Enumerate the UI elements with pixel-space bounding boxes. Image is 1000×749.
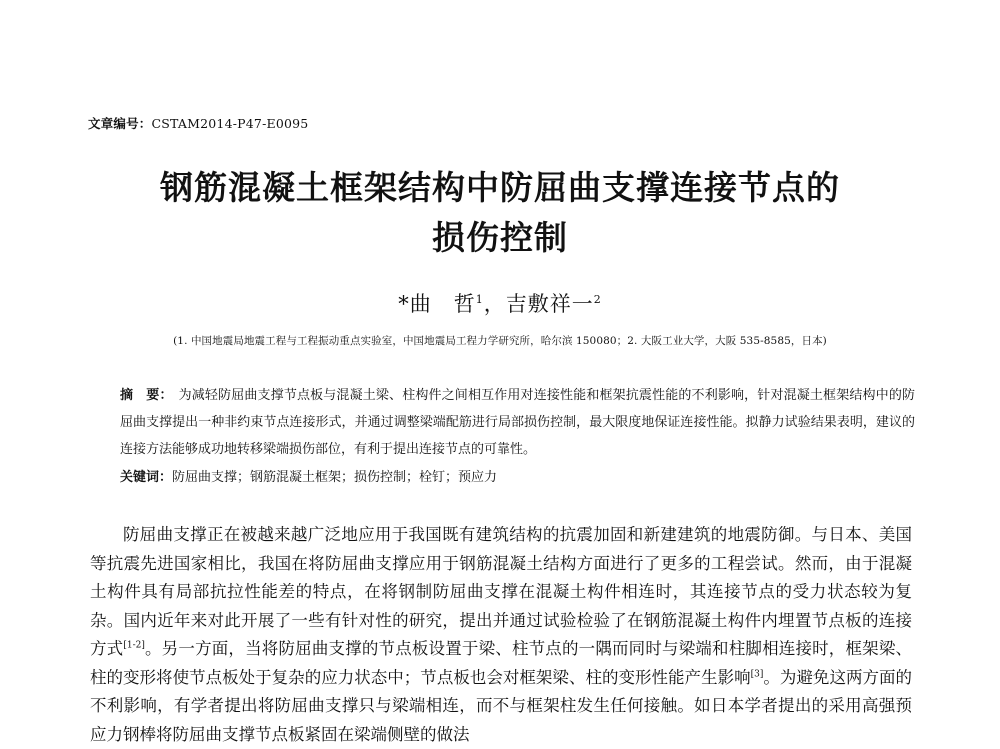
- author-separator: ，: [483, 292, 506, 316]
- affiliation: (1. 中国地震局地震工程与工程振动重点实验室，中国地震局工程力学研究所，哈尔滨 150080；2. 大阪工业大学，大阪 535-8585，日本): [173, 335, 827, 347]
- article-id: [88, 114, 308, 132]
- author-2-affil: 2: [593, 293, 602, 306]
- abstract: [120, 382, 915, 463]
- corresponding-mark: *: [398, 292, 410, 316]
- author-1: 曲 哲: [409, 292, 476, 316]
- citation-ref-1: [1-2]: [123, 640, 145, 651]
- author-1-affil: 1: [475, 293, 484, 306]
- body-text-part-1: 防屈曲支撑正在被越来越广泛地应用于我国既有建筑结构的抗震加固和新建建筑的地震防御。与日本、美国等抗震先进国家相比，我国在将防屈曲支撑应用于钢筋混凝土结构方面进行了更多的工程尝试。然而，由于混凝土构件具有局部抗拉性能差的特点，在将钢制防屈曲支撑在混凝土构件相连时，其连接节点的受力状态较为复杂。国内近年来对此开展了一些有针对性的研究，提出并通过试验检验了在钢筋混凝土构件内埋置节点板的连接方式: [90, 525, 912, 658]
- keywords-label: 关键词：: [120, 470, 173, 485]
- keywords: [120, 464, 915, 491]
- paper-title-line-1: 钢筋混凝土框架结构中防屈曲支撑连接节点的: [160, 168, 840, 207]
- author-line: [0, 288, 1000, 318]
- author-2: 吉敷祥一: [505, 292, 594, 316]
- body-text-part-2: 。另一方面，当将防屈曲支撑的节点板设置于梁、柱节点的一隅而同时与梁端和柱脚相连接时，框架梁、柱的变形将使节点板处于复杂的应力状态中；节点板也会对框架梁、柱的变形性能产生影响: [90, 639, 913, 687]
- abstract-text: 为减轻防屈曲支撑节点板与混凝土梁、柱构件之间相互作用对连接性能和框架抗震性能的不利影响，针对混凝土框架结构中的防屈曲支撑提出一种非约束节点连接形式，并通过调整梁端配筋进行局部损伤控制，最大限度地保证连接性能。拟静力试验结果表明，建议的连接方法能够成功地转移梁端损伤部位，有利于提出连接节点的可靠性。: [120, 388, 915, 457]
- body-text-part-3: 。为避免这两方面的不利影响，有学者提出将防屈曲支撑只与梁端相连，而不与框架柱发生任何接触。如日本学者提出的采用高强预应力钢棒将防屈曲支撑节点板紧固在梁端侧壁的做法: [90, 667, 913, 744]
- keywords-text: 防屈曲支撑；钢筋混凝土框架；损伤控制；栓钉；预应力: [172, 470, 498, 485]
- article-id-value: CSTAM2014-P47-E0095: [151, 116, 309, 131]
- article-id-label: 文章编号：: [88, 116, 152, 131]
- body-paragraph: [90, 521, 912, 749]
- abstract-label: 摘 要：: [120, 388, 173, 403]
- citation-ref-2: [3]: [750, 669, 764, 679]
- paper-title-line-2: 损伤控制: [432, 218, 568, 257]
